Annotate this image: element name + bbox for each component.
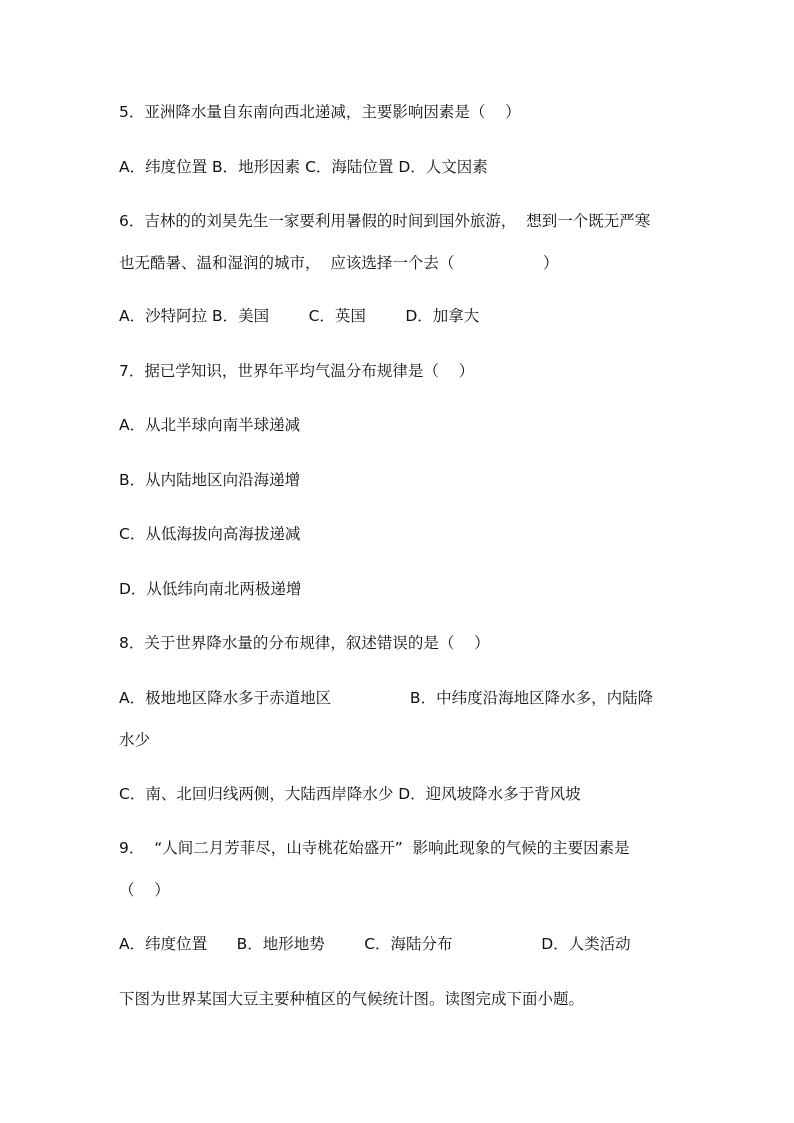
question-7-option-d: D．从低纬向南北两极递增 (119, 580, 302, 598)
question-8-options-line-3: C．南、北回归线两侧，大陆西岸降水少 D．迎风坡降水多于背风坡 (119, 785, 581, 803)
question-7-option-b: B．从内陆地区向沿海递增 (119, 471, 301, 489)
question-8-options-line-1: A．极地地区降水多于赤道地区 B．中纬度沿海地区降水多，内陆降 (119, 689, 654, 707)
question-8-stem: 8．关于世界降水量的分布规律，叙述错误的是（ ） (119, 634, 490, 652)
question-9-stem-line-1: 9． “人间二月芳菲尽，山寺桃花始盛开” 影响此现象的气候的主要因素是 (119, 839, 630, 857)
question-6-stem-line-1: 6．吉林的的刘昊先生一家要利用暑假的时间到国外旅游， 想到一个既无严寒 (119, 212, 651, 230)
question-9-options: A．纬度位置 B．地形地势 C．海陆分布 D．人类活动 (119, 935, 631, 953)
question-7-option-c: C．从低海拔向高海拔递减 (119, 525, 301, 543)
figure-intro: 下图为世界某国大豆主要种植区的气候统计图。读图完成下面小题。 (119, 990, 585, 1008)
question-5-options: A．纬度位置 B．地形因素 C．海陆位置 D．人文因素 (119, 158, 488, 176)
question-7-stem: 7．据已学知识，世界年平均气温分布规律是（ ） (119, 362, 475, 380)
question-7-option-a: A．从北半球向南半球递减 (119, 416, 301, 434)
question-9-stem-line-2: （ ） (119, 881, 170, 899)
question-6-options: A．沙特阿拉 B．美国 C．英国 D．加拿大 (119, 307, 480, 325)
question-6-stem-line-2: 也无酷暑、温和湿润的城市， 应该选择一个去（ ） (119, 254, 559, 272)
question-8-options-line-2: 水少 (119, 731, 151, 749)
question-5-stem: 5．亚洲降水量自东南向西北递减，主要影响因素是（ ） (119, 103, 521, 121)
